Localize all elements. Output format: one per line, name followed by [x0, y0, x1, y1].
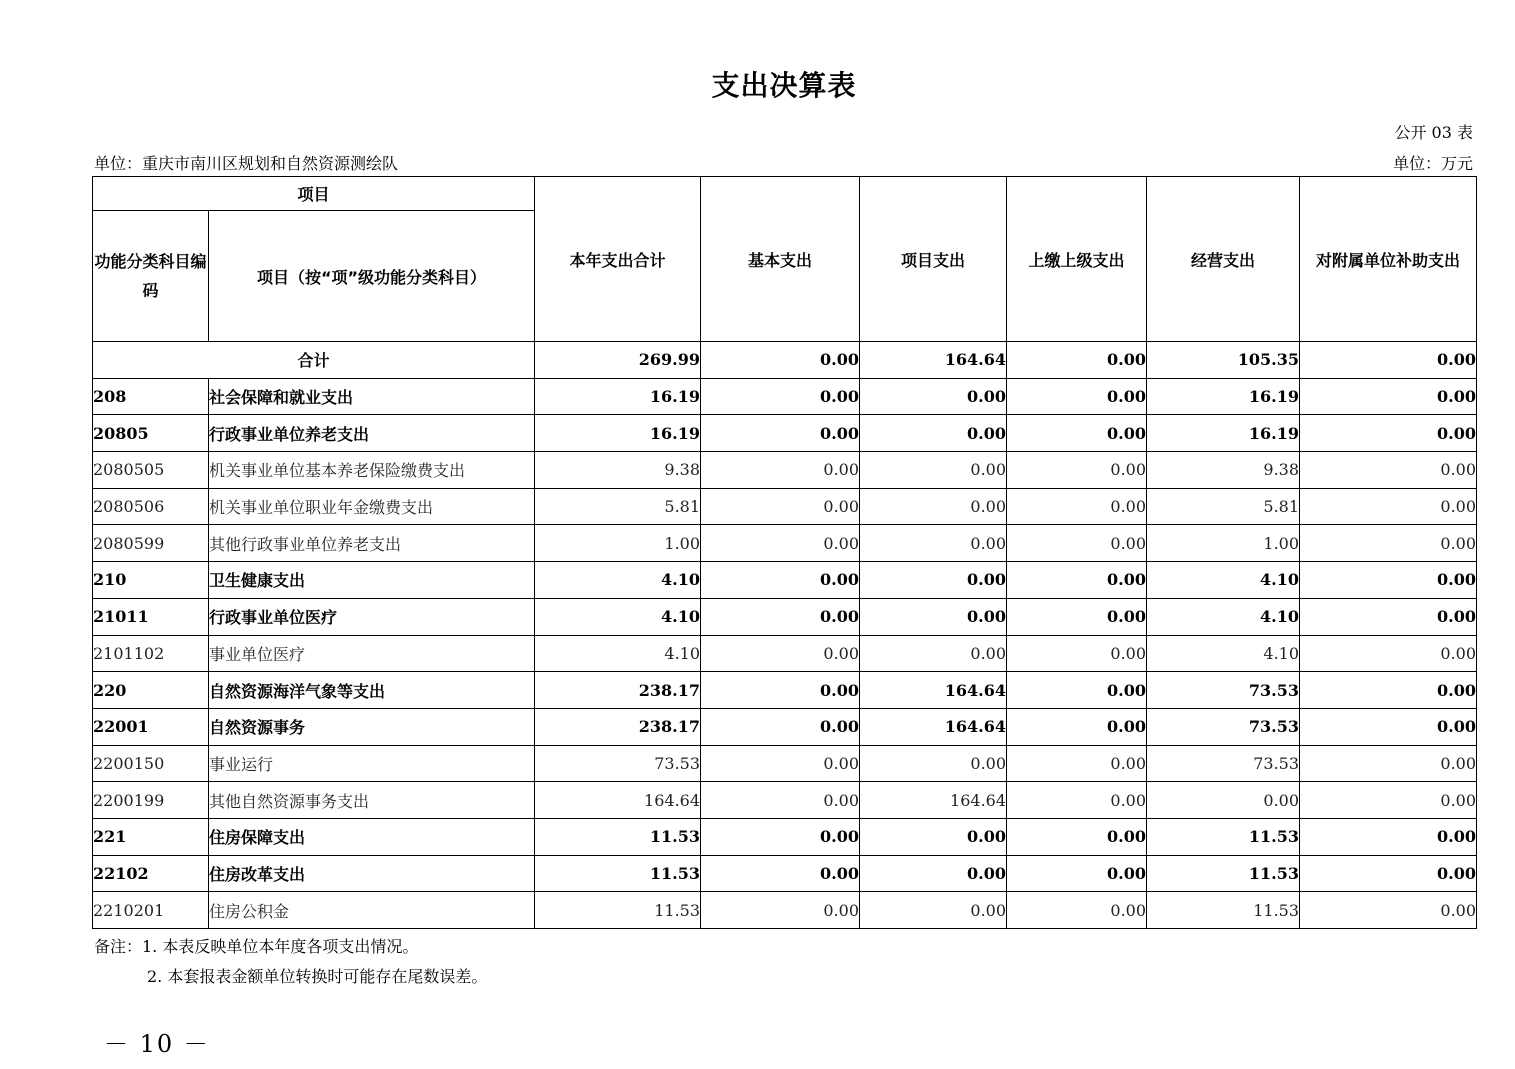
- row-value: 4.10: [1147, 562, 1300, 599]
- row-value: 1.00: [535, 525, 701, 562]
- row-value: 164.64: [535, 782, 701, 819]
- header-item: 项目（按“项”级功能分类科目）: [209, 211, 535, 342]
- row-value: 0.00: [701, 378, 860, 415]
- row-code: 21011: [93, 598, 209, 635]
- row-name: 其他自然资源事务支出: [209, 782, 535, 819]
- row-value: 1.00: [1147, 525, 1300, 562]
- row-value: 0.00: [701, 635, 860, 672]
- row-value: 0.00: [1007, 892, 1147, 929]
- row-value: 16.19: [1147, 415, 1300, 452]
- row-value: 0.00: [860, 892, 1007, 929]
- row-value: 11.53: [535, 892, 701, 929]
- row-value: 9.38: [1147, 452, 1300, 489]
- row-value: 0.00: [860, 855, 1007, 892]
- row-value: 0.00: [860, 818, 1007, 855]
- note-line: 备注：1. 本表反映单位本年度各项支出情况。: [94, 937, 419, 956]
- row-code: 210: [93, 562, 209, 599]
- row-value: 0.00: [701, 818, 860, 855]
- header-project-expenditure: 项目支出: [860, 177, 1007, 342]
- table-row: [93, 892, 1477, 929]
- row-value: 4.10: [535, 598, 701, 635]
- row-value: 0.00: [1007, 635, 1147, 672]
- table-row: [93, 598, 1477, 635]
- row-value: 11.53: [1147, 818, 1300, 855]
- row-code: 20805: [93, 415, 209, 452]
- row-value: 0.00: [1007, 452, 1147, 489]
- row-value: 11.53: [535, 818, 701, 855]
- row-value: 11.53: [1147, 855, 1300, 892]
- total-value: 105.35: [1147, 342, 1300, 379]
- table-row: [93, 562, 1477, 599]
- row-value: 0.00: [701, 415, 860, 452]
- row-value: 0.00: [1007, 708, 1147, 745]
- row-value: 0.00: [1007, 488, 1147, 525]
- total-value: 0.00: [701, 342, 860, 379]
- row-value: 5.81: [1147, 488, 1300, 525]
- row-value: 11.53: [535, 855, 701, 892]
- row-name: 机关事业单位职业年金缴费支出: [209, 488, 535, 525]
- row-value: 0.00: [1007, 415, 1147, 452]
- row-value: 0.00: [1007, 525, 1147, 562]
- row-value: 0.00: [1300, 415, 1477, 452]
- row-value: 164.64: [860, 782, 1007, 819]
- row-value: 0.00: [1007, 782, 1147, 819]
- row-value: 73.53: [1147, 672, 1300, 709]
- row-value: 4.10: [535, 635, 701, 672]
- row-code: 2200199: [93, 782, 209, 819]
- table-row: [93, 672, 1477, 709]
- row-value: 0.00: [1007, 818, 1147, 855]
- row-value: 0.00: [1007, 598, 1147, 635]
- row-name: 自然资源海洋气象等支出: [209, 672, 535, 709]
- row-name: 机关事业单位基本养老保险缴费支出: [209, 452, 535, 489]
- header-code: 功能分类科目编码: [93, 211, 209, 342]
- row-value: 0.00: [1300, 745, 1477, 782]
- row-value: 0.00: [701, 672, 860, 709]
- row-value: 0.00: [701, 598, 860, 635]
- row-value: 0.00: [1300, 598, 1477, 635]
- row-value: 9.38: [535, 452, 701, 489]
- row-name: 事业单位医疗: [209, 635, 535, 672]
- row-value: 0.00: [860, 378, 1007, 415]
- row-value: 0.00: [701, 452, 860, 489]
- row-name: 卫生健康支出: [209, 562, 535, 599]
- row-value: 0.00: [701, 782, 860, 819]
- row-value: 0.00: [1300, 892, 1477, 929]
- row-value: 0.00: [1300, 818, 1477, 855]
- row-value: 164.64: [860, 672, 1007, 709]
- row-value: 0.00: [701, 488, 860, 525]
- row-value: 73.53: [535, 745, 701, 782]
- notes: [94, 932, 487, 992]
- row-value: 0.00: [1300, 488, 1477, 525]
- header-project: 项目: [93, 177, 535, 211]
- row-value: 0.00: [1007, 562, 1147, 599]
- table-row: [93, 855, 1477, 892]
- table-row: [93, 488, 1477, 525]
- table-row: [93, 782, 1477, 819]
- row-name: 住房保障支出: [209, 818, 535, 855]
- row-code: 221: [93, 818, 209, 855]
- total-value: 0.00: [1300, 342, 1477, 379]
- row-code: 2101102: [93, 635, 209, 672]
- total-value: 0.00: [1007, 342, 1147, 379]
- row-value: 0.00: [1300, 452, 1477, 489]
- row-value: 238.17: [535, 708, 701, 745]
- total-row: [93, 342, 1477, 379]
- row-value: 0.00: [860, 488, 1007, 525]
- row-value: 16.19: [535, 378, 701, 415]
- row-value: 16.19: [535, 415, 701, 452]
- row-name: 住房改革支出: [209, 855, 535, 892]
- row-value: 11.53: [1147, 892, 1300, 929]
- row-code: 2210201: [93, 892, 209, 929]
- row-name: 其他行政事业单位养老支出: [209, 525, 535, 562]
- row-value: 4.10: [535, 562, 701, 599]
- currency-unit: 单位：万元: [1392, 154, 1473, 173]
- row-value: 0.00: [701, 525, 860, 562]
- row-code: 208: [93, 378, 209, 415]
- table-row: [93, 452, 1477, 489]
- row-value: 5.81: [535, 488, 701, 525]
- table-row: [93, 635, 1477, 672]
- total-label: 合计: [93, 342, 535, 379]
- table-row: [93, 745, 1477, 782]
- row-value: 0.00: [701, 745, 860, 782]
- row-code: 2080506: [93, 488, 209, 525]
- row-value: 73.53: [1147, 708, 1300, 745]
- row-value: 0.00: [1300, 378, 1477, 415]
- row-name: 行政事业单位养老支出: [209, 415, 535, 452]
- row-code: 2080505: [93, 452, 209, 489]
- row-value: 0.00: [860, 415, 1007, 452]
- row-code: 2200150: [93, 745, 209, 782]
- row-value: 0.00: [701, 855, 860, 892]
- expenditure-table: [92, 176, 1477, 929]
- row-value: 0.00: [1300, 635, 1477, 672]
- row-value: 0.00: [1007, 745, 1147, 782]
- table-row: [93, 415, 1477, 452]
- total-value: 269.99: [535, 342, 701, 379]
- row-value: 164.64: [860, 708, 1007, 745]
- row-value: 73.53: [1147, 745, 1300, 782]
- table-row: [93, 525, 1477, 562]
- row-value: 0.00: [860, 635, 1007, 672]
- row-value: 4.10: [1147, 598, 1300, 635]
- header-upper: 上缴上级支出: [1007, 177, 1147, 342]
- header-basic: 基本支出: [701, 177, 860, 342]
- table-row: [93, 378, 1477, 415]
- row-code: 2080599: [93, 525, 209, 562]
- row-value: 0.00: [1007, 855, 1147, 892]
- total-value: 164.64: [860, 342, 1007, 379]
- header-total: 本年支出合计: [535, 177, 701, 342]
- row-code: 22102: [93, 855, 209, 892]
- row-value: 0.00: [701, 562, 860, 599]
- row-value: 0.00: [1300, 708, 1477, 745]
- reporting-unit: 单位：重庆市南川区规划和自然资源测绘队: [94, 154, 399, 173]
- row-name: 住房公积金: [209, 892, 535, 929]
- row-value: 0.00: [860, 598, 1007, 635]
- note-line: 2. 本套报表金额单位转换时可能存在尾数误差。: [147, 967, 488, 986]
- row-value: 0.00: [1300, 855, 1477, 892]
- row-value: 0.00: [1007, 378, 1147, 415]
- row-value: 0.00: [860, 452, 1007, 489]
- row-value: 0.00: [1147, 782, 1300, 819]
- row-value: 0.00: [860, 525, 1007, 562]
- row-name: 行政事业单位医疗: [209, 598, 535, 635]
- row-value: 16.19: [1147, 378, 1300, 415]
- row-code: 22001: [93, 708, 209, 745]
- header-operating: 经营支出: [1147, 177, 1300, 342]
- row-value: 0.00: [860, 562, 1007, 599]
- row-value: 0.00: [1007, 672, 1147, 709]
- table-row: [93, 708, 1477, 745]
- row-name: 事业运行: [209, 745, 535, 782]
- table-row: [93, 818, 1477, 855]
- row-value: 0.00: [1300, 562, 1477, 599]
- row-value: 0.00: [1300, 782, 1477, 819]
- row-code: 220: [93, 672, 209, 709]
- row-value: 0.00: [1300, 525, 1477, 562]
- row-value: 0.00: [1300, 672, 1477, 709]
- row-name: 自然资源事务: [209, 708, 535, 745]
- row-value: 0.00: [701, 708, 860, 745]
- row-value: 0.00: [701, 892, 860, 929]
- form-number: 公开 03 表: [1394, 123, 1473, 142]
- row-value: 4.10: [1147, 635, 1300, 672]
- row-name: 社会保障和就业支出: [209, 378, 535, 415]
- page-number: － 10 －: [104, 1030, 210, 1058]
- header-subsidy: 对附属单位补助支出: [1300, 177, 1477, 342]
- row-value: 0.00: [860, 745, 1007, 782]
- page-title: 支出决算表: [711, 69, 857, 102]
- row-value: 238.17: [535, 672, 701, 709]
